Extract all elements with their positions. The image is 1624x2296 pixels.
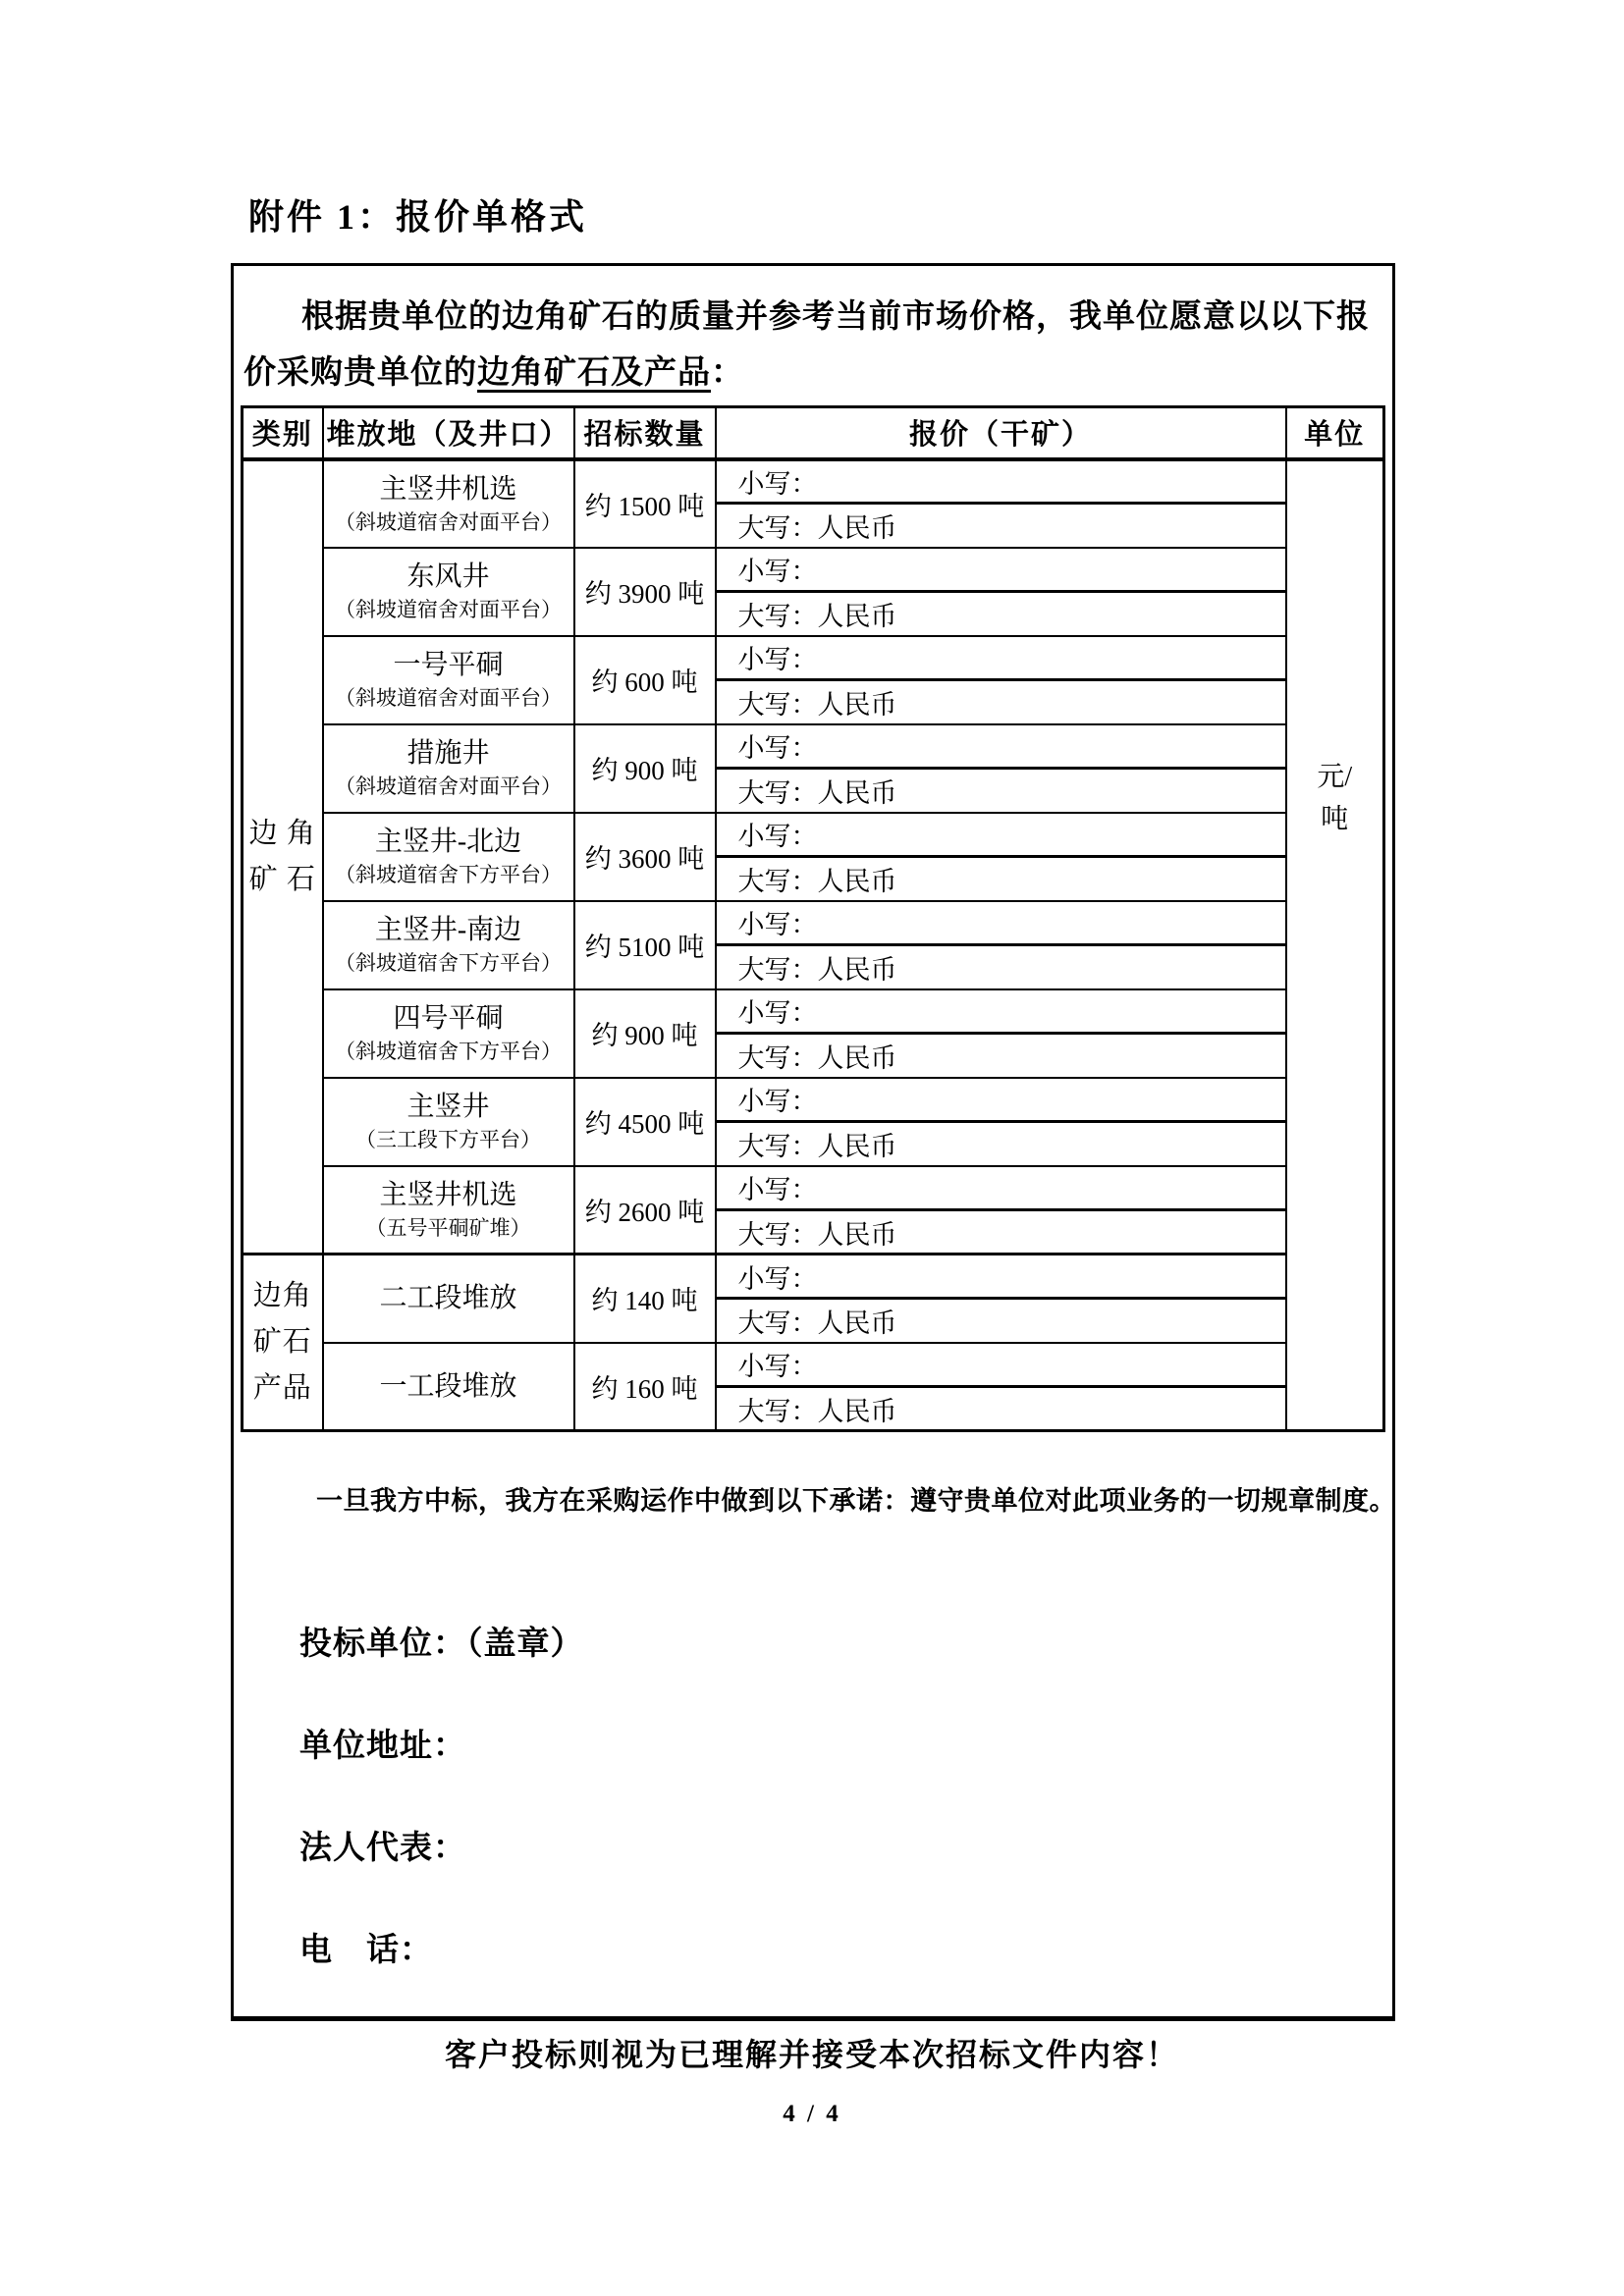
location-note: （五号平硐矿堆）: [365, 1215, 531, 1240]
quantity-cell: 约 2600 吨: [574, 1166, 716, 1255]
quantity-cell: 约 5100 吨: [574, 901, 716, 989]
quantity-cell: 约 600 吨: [574, 636, 716, 724]
location-cell: [323, 636, 574, 724]
quantity-cell: 约 3900 吨: [574, 548, 716, 636]
location-cell: [323, 989, 574, 1078]
price-lowercase-cell: 小写：: [716, 813, 1286, 857]
price-lowercase-cell: 小写：: [716, 724, 1286, 769]
location-name: 主竖井机选: [379, 1179, 517, 1210]
price-lowercase-cell: 小写：: [716, 548, 1286, 592]
location-name: 一号平硐: [393, 650, 504, 680]
table-row: [243, 989, 1384, 1034]
quantity-cell: 约 900 吨: [574, 989, 716, 1078]
price-uppercase-cell: 大写：人民币: [716, 769, 1286, 813]
location-cell: [323, 459, 574, 548]
location-cell: [323, 813, 574, 901]
location-cell: [323, 548, 574, 636]
quantity-cell: 约 1500 吨: [574, 459, 716, 548]
table-row: [243, 813, 1384, 857]
header-category: 类别: [243, 407, 323, 459]
location-name: 主竖井-北边: [374, 827, 522, 857]
table-row: [243, 459, 1384, 504]
price-lowercase-cell: 小写：: [716, 1166, 1286, 1210]
quantity-cell: 约 140 吨: [574, 1255, 716, 1343]
price-uppercase-cell: 大写：人民币: [716, 1122, 1286, 1166]
signature-field-phone: 电 话：: [299, 1933, 433, 1968]
page-number: 4 / 4: [783, 2101, 841, 2127]
price-lowercase-cell: 小写：: [716, 989, 1286, 1034]
form-frame: [231, 263, 1395, 2021]
intro-line2-suffix: ：: [711, 355, 744, 391]
location-cell: [323, 724, 574, 813]
location-cell: [323, 1343, 574, 1431]
location-name: 措施井: [406, 738, 490, 769]
page-title: 附件 1：报价单格式: [248, 197, 588, 237]
location-note: （斜坡道宿舍下方平台）: [335, 1040, 562, 1063]
location-name: 主竖井机选: [379, 473, 517, 505]
price-uppercase-cell: 大写：人民币: [716, 1299, 1286, 1343]
unit-cell: 元/ 吨: [1286, 459, 1384, 1431]
location-note: （斜坡道宿舍对面平台）: [335, 686, 562, 710]
intro-line1: 根据贵单位的边角矿石的质量并参考当前市场价格，我单位愿意以以下报: [301, 299, 1370, 335]
price-lowercase-cell: 小写：: [716, 1255, 1286, 1299]
intro-line2-prefix: 价采购贵单位的: [244, 355, 477, 391]
location-note: （三工段下方平台）: [355, 1128, 541, 1151]
quantity-cell: 约 160 吨: [574, 1343, 716, 1431]
signature-field-bidder: 投标单位：（盖章）: [299, 1627, 584, 1662]
quantity-cell: 约 3600 吨: [574, 813, 716, 901]
location-name: 二工段堆放: [379, 1283, 517, 1314]
price-uppercase-cell: 大写：人民币: [716, 945, 1286, 989]
category-cell: 边 角 矿 石: [243, 459, 323, 1255]
quotation-table: [241, 405, 1385, 1432]
location-note: （斜坡道宿舍对面平台）: [335, 509, 562, 534]
header-unit: 单位: [1286, 407, 1384, 459]
location-note: （斜坡道宿舍下方平台）: [335, 951, 562, 975]
price-uppercase-cell: 大写：人民币: [716, 1210, 1286, 1255]
table-row: [243, 1255, 1384, 1299]
table-row: [243, 901, 1384, 945]
price-uppercase-cell: 大写：人民币: [716, 504, 1286, 548]
price-uppercase-cell: 大写：人民币: [716, 857, 1286, 901]
price-uppercase-cell: 大写：人民币: [716, 1034, 1286, 1078]
intro-paragraph: [234, 266, 1392, 401]
price-uppercase-cell: 大写：人民币: [716, 680, 1286, 724]
location-note: （斜坡道宿舍下方平台）: [335, 863, 562, 886]
commitment-paragraph: 一旦我方中标，我方在采购运作中做到以下承诺：遵守贵单位对此项业务的一切规章制度。: [316, 1486, 1396, 1516]
table-row: [243, 1343, 1384, 1387]
price-lowercase-cell: 小写：: [716, 636, 1286, 680]
signature-field-legal-rep: 法人代表：: [299, 1831, 466, 1866]
table-row: [243, 1078, 1384, 1122]
location-note: （斜坡道宿舍对面平台）: [335, 774, 562, 798]
table-row: [243, 724, 1384, 769]
quote-table-body: [243, 459, 1384, 1431]
location-name: 四号平硐: [393, 1003, 504, 1034]
price-uppercase-cell: 大写：人民币: [716, 592, 1286, 636]
header-location: 堆放地（及井口）: [323, 407, 574, 459]
location-note: （斜坡道宿舍对面平台）: [335, 598, 562, 621]
location-name: 东风井: [406, 561, 490, 592]
location-cell: [323, 901, 574, 989]
quantity-cell: 约 900 吨: [574, 724, 716, 813]
quantity-cell: 约 4500 吨: [574, 1078, 716, 1166]
price-lowercase-cell: 小写：: [716, 459, 1286, 504]
location-cell: [323, 1166, 574, 1255]
footer-note: 客户投标则视为已理解并接受本次招标文件内容！: [444, 2037, 1179, 2072]
location-name: 主竖井: [406, 1092, 490, 1122]
signature-block: [299, 1625, 1392, 1970]
table-row: [243, 548, 1384, 592]
location-cell: [323, 1078, 574, 1166]
table-header-row: [243, 407, 1384, 459]
price-lowercase-cell: 小写：: [716, 1078, 1286, 1122]
price-uppercase-cell: 大写：人民币: [716, 1387, 1286, 1431]
location-name: 一工段堆放: [379, 1370, 517, 1402]
category-cell: 边角 矿石 产品: [243, 1255, 323, 1431]
price-lowercase-cell: 小写：: [716, 901, 1286, 945]
location-cell: [323, 1255, 574, 1343]
header-price: 报价（干矿）: [716, 407, 1286, 459]
signature-field-address: 单位地址：: [299, 1729, 466, 1764]
price-lowercase-cell: 小写：: [716, 1343, 1286, 1387]
header-quantity: 招标数量: [574, 407, 716, 459]
location-name: 主竖井-南边: [374, 915, 522, 945]
table-row: [243, 636, 1384, 680]
table-row: [243, 1166, 1384, 1210]
intro-underlined-phrase: 边角矿石及产品: [477, 355, 711, 391]
